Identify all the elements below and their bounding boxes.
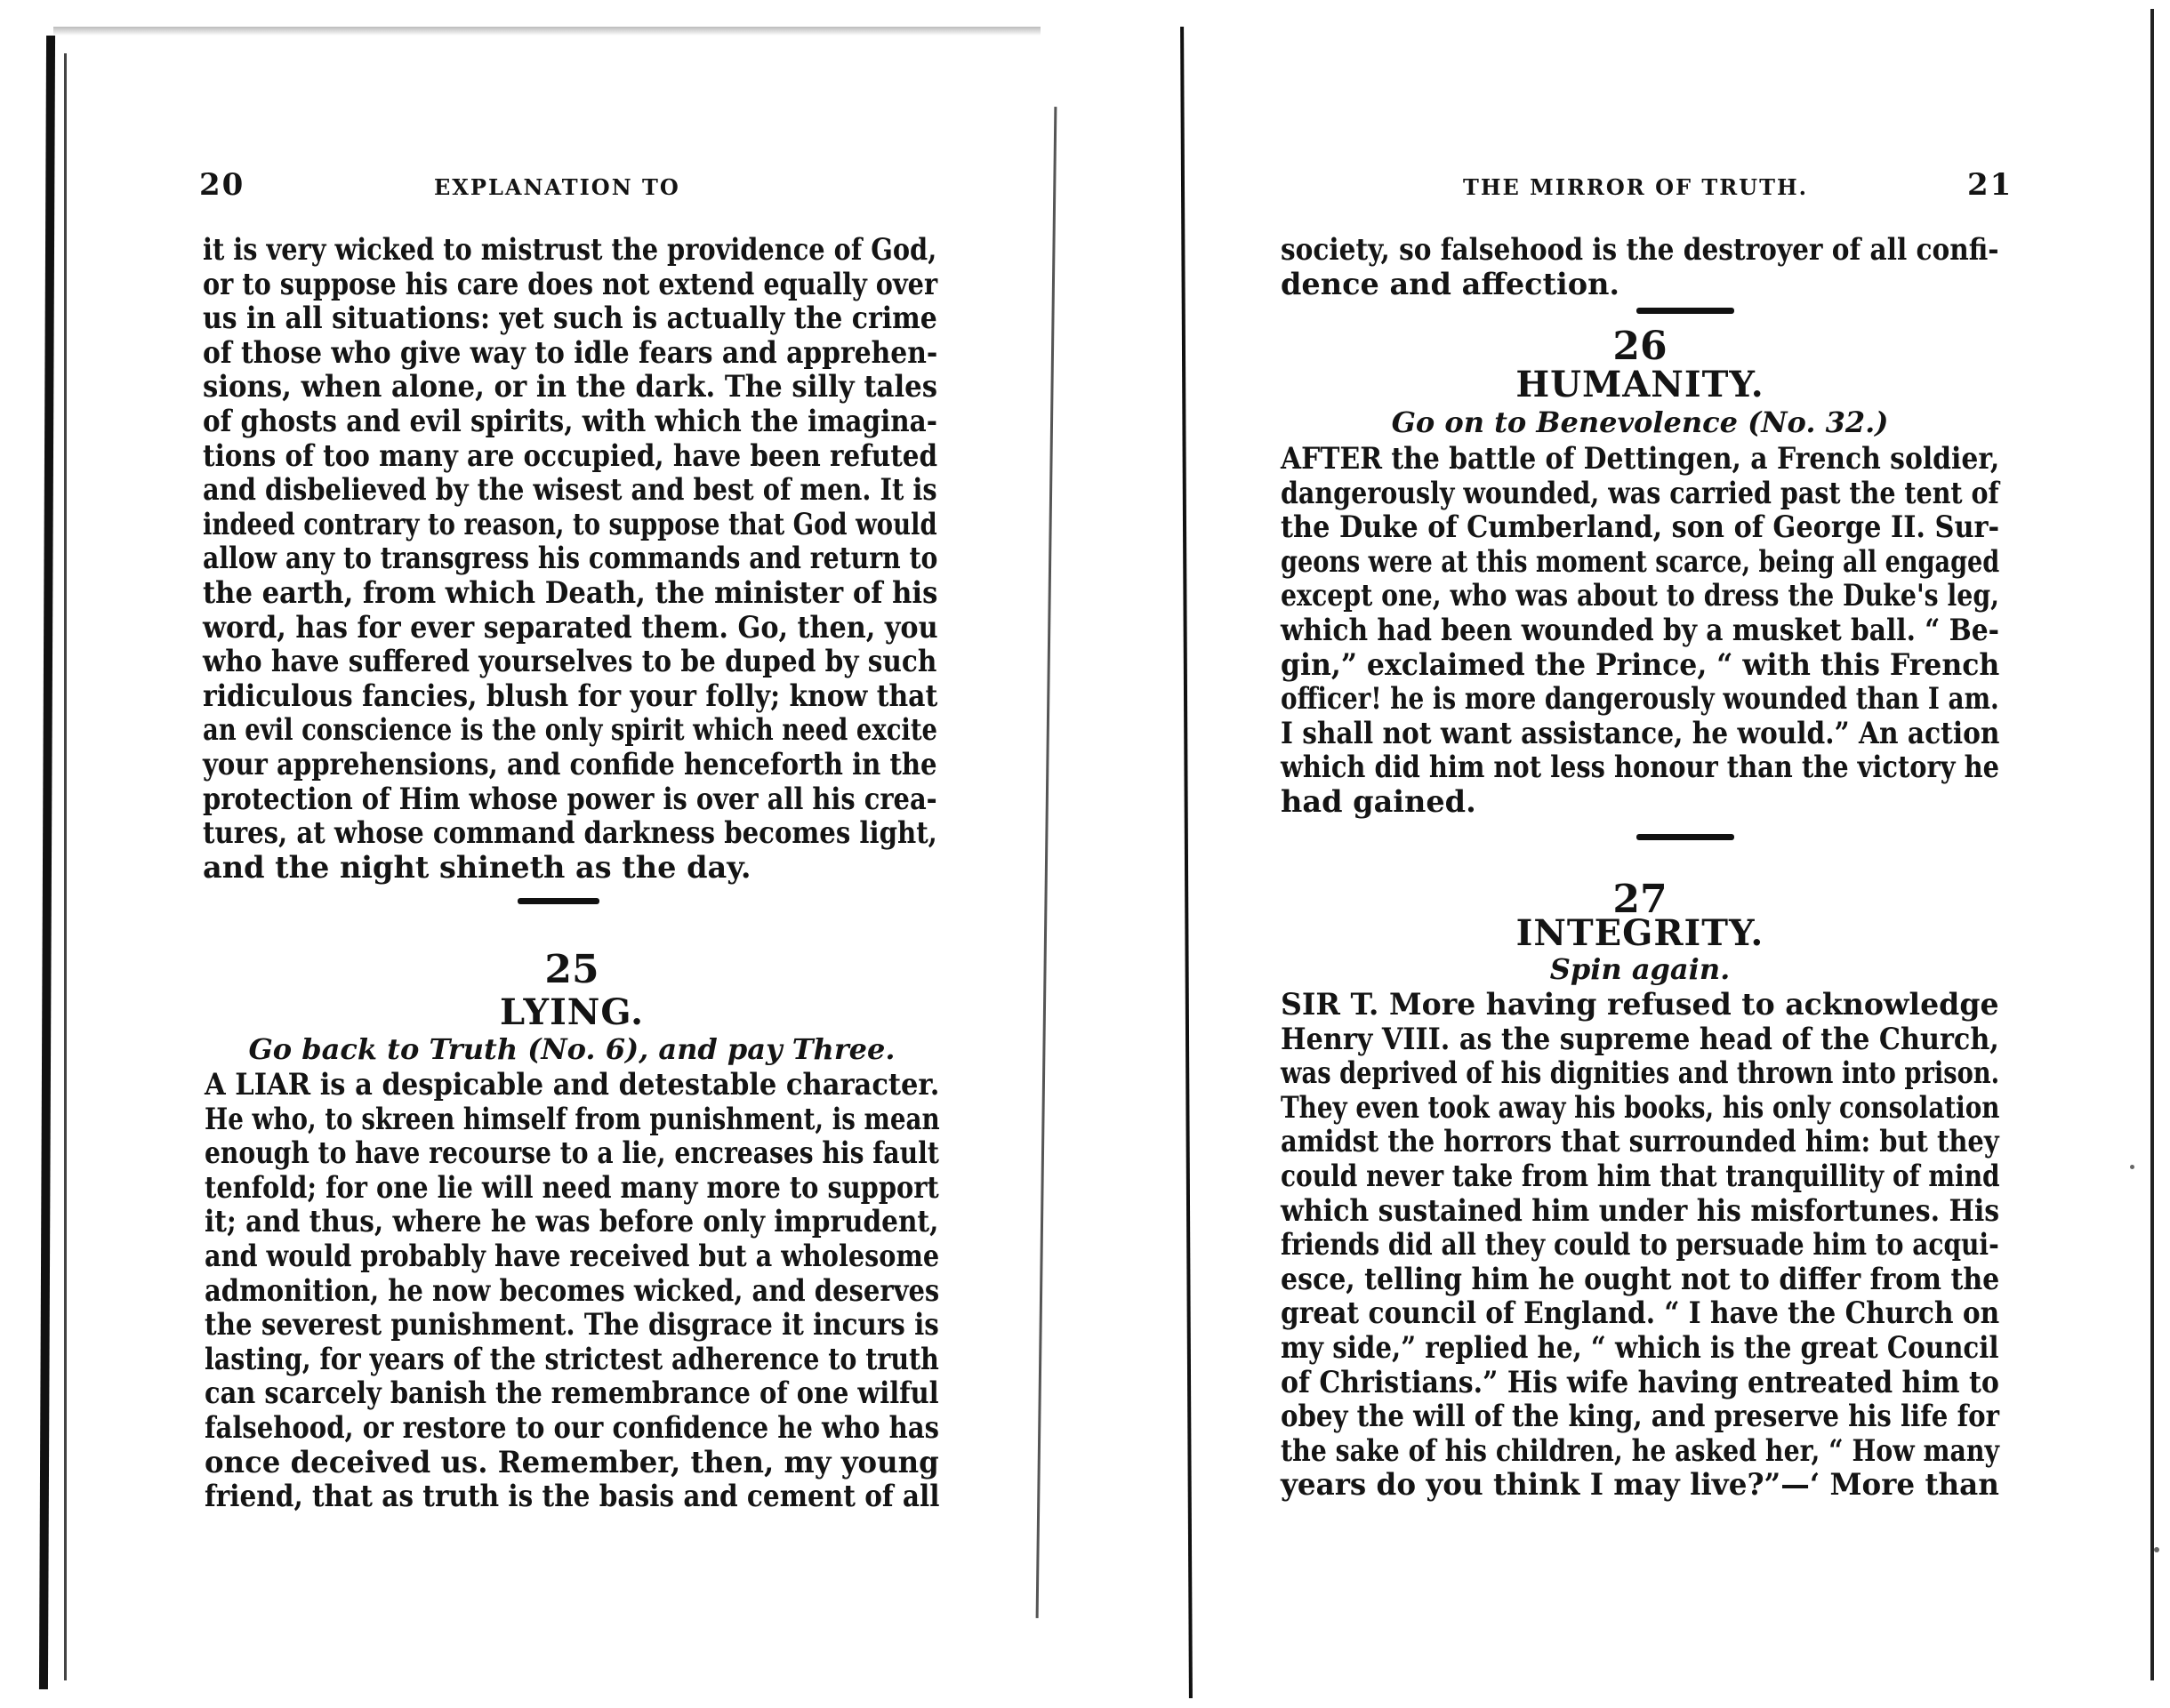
text-line: word, has for ever separated them. Go, then, you	[203, 609, 938, 645]
section-title: HUMANITY.	[1515, 364, 1764, 405]
text-line: indeed contrary to reason, to suppose that God would	[203, 506, 937, 541]
text-line: falsehood, or restore to our confidence he who has	[205, 1409, 939, 1445]
text-line: of those who give way to idle fears and apprehen-	[203, 334, 938, 370]
section-instruction: Go on to Benevolence (No. 32.)	[1391, 405, 1889, 439]
text-line: and disbelieved by the wisest and best of men. It is	[203, 472, 937, 508]
text-line: had gained.	[1281, 783, 1476, 819]
section-instruction: Spin again.	[1549, 952, 1731, 986]
continued-text	[1281, 233, 1999, 301]
text-line: of Christians.” His wife having entreated him to	[1281, 1364, 1999, 1399]
section-integrity	[1281, 834, 1999, 1503]
section-title: LYING.	[499, 991, 645, 1033]
text-line: which did him not less honour than the victory he	[1281, 750, 1999, 785]
text-line: my side,” replied he, “ which is the great Council	[1281, 1329, 1999, 1365]
section-body	[1281, 988, 1999, 1503]
text-line: dangerously wounded, was carried past the tent of	[1281, 475, 1999, 510]
text-line: officer! he is more dangerously wounded than I am.	[1281, 681, 1999, 717]
section-rule	[1636, 834, 1734, 840]
section-number: 26	[1612, 324, 1668, 369]
text-line: sions, when alone, or in the dark. The silly tales	[203, 369, 938, 405]
continued-text	[203, 233, 937, 885]
text-line: allow any to transgress his commands and return to	[203, 541, 938, 576]
text-line: us in all situations: yet such is actually the crime	[203, 301, 937, 336]
text-line: could never take from him that tranquillity of mind	[1281, 1158, 2000, 1193]
text-line: great council of England. “ I have the Church on	[1281, 1295, 2000, 1331]
text-line: protection of Him whose power is over all his crea-	[203, 781, 937, 816]
text-line: dence and affection.	[1281, 266, 1620, 301]
text-line: or to suppose his care does not extend equally over	[203, 266, 938, 301]
text-line: the Duke of Cumberland, son of George II. Sur-	[1281, 509, 2000, 545]
text-line: enough to have recourse to a lie, encreases his fault	[205, 1135, 939, 1171]
text-line: tures, at whose command darkness becomes light,	[203, 815, 937, 851]
text-line: can scarcely banish the remembrance of one wilful	[205, 1375, 939, 1411]
text-line: I shall not want assistance, he would.” An action	[1281, 715, 2000, 750]
text-line: They even took away his books, his only consolation	[1281, 1089, 2000, 1125]
section-lying	[205, 898, 939, 1514]
text-line: and the night shineth as the day.	[203, 849, 751, 885]
text-line: lasting, for years of the strictest adherence to truth	[205, 1341, 939, 1376]
text-line: the sake of his children, he asked her, “ How many	[1281, 1432, 2000, 1468]
page-edge	[39, 36, 55, 1689]
text-line: geons were at this moment scarce, being all engaged	[1281, 543, 2000, 579]
section-body	[205, 1068, 939, 1514]
text-line: your apprehensions, and confide henceforth in the	[203, 746, 937, 782]
text-line: an evil conscience is the only spirit which need excite	[203, 712, 937, 748]
text-line: tions of too many are occupied, have been refuted	[203, 437, 938, 473]
text-line: except one, who was about to dress the Duke's leg,	[1281, 578, 2000, 613]
text-line: years do you think I may live?”—‘ More than	[1281, 1467, 1999, 1503]
right-page	[1156, 0, 2170, 1708]
section-number: 27	[1612, 877, 1668, 922]
text-line: obey the will of the king, and preserve his life for	[1281, 1399, 2000, 1434]
section-title: INTEGRITY.	[1515, 912, 1764, 954]
text-line: AFTER the battle of Dettingen, a French soldier,	[1281, 441, 2000, 476]
text-line: it; and thus, where he was before only imprudent,	[205, 1204, 939, 1239]
running-head-title: EXPLANATION TO	[434, 174, 680, 200]
text-line: once deceived us. Remember, then, my young	[205, 1444, 939, 1479]
text-line: of ghosts and evil spirits, with which the imagina-	[203, 403, 937, 438]
page-edge	[1180, 27, 1193, 1698]
page-number: 20	[199, 167, 245, 203]
text-line: SIR T. More having refused to acknowledge	[1281, 987, 1999, 1022]
text-line: friend, that as truth is the basis and cement of all	[205, 1479, 940, 1514]
running-head-title: THE MIRROR OF TRUTH.	[1463, 174, 1808, 200]
text-line: which had been wounded by a musket ball. “ Be-	[1281, 612, 1999, 647]
text-line: was deprived of his dignities and thrown into prison.	[1281, 1055, 2000, 1091]
page-edge	[1036, 107, 1057, 1618]
section-number: 25	[544, 947, 599, 992]
page-edge	[64, 53, 67, 1680]
running-head	[1156, 162, 2170, 215]
text-line: A LIAR is a despicable and detestable character.	[205, 1067, 940, 1102]
section-rule	[518, 898, 599, 904]
text-line: tenfold; for one lie will need many more to support	[205, 1169, 939, 1205]
text-line: He who, to skreen himself from punishment, is mean	[205, 1101, 940, 1136]
text-line: Henry VIII. as the supreme head of the Church,	[1281, 1021, 1999, 1056]
text-line: friends did all they could to persuade him to acqui-	[1281, 1227, 1999, 1263]
text-line: esce, telling him he ought not to differ from the	[1281, 1261, 2000, 1296]
text-line: admonition, he now becomes wicked, and deserves	[205, 1272, 940, 1308]
running-head	[0, 162, 1147, 215]
page-number: 21	[1967, 167, 2013, 203]
section-instruction: Go back to Truth (No. 6), and pay Three.	[248, 1032, 896, 1066]
text-line: it is very wicked to mistrust the providence of God,	[203, 232, 937, 267]
page-edge	[2150, 9, 2154, 1680]
section-humanity	[1281, 308, 1999, 820]
text-line: who have suffered yourselves to be duped by such	[203, 644, 937, 679]
text-line: society, so falsehood is the destroyer of all confi-	[1281, 232, 1999, 267]
text-line: the severest punishment. The disgrace it incurs is	[205, 1307, 939, 1343]
text-line: amidst the horrors that surrounded him: but they	[1281, 1124, 1999, 1159]
section-body	[1281, 442, 1999, 820]
text-line: which sustained him under his misfortunes. His	[1281, 1192, 2000, 1228]
text-line: gin,” exclaimed the Prince, “ with this French	[1281, 646, 2000, 682]
text-line: and would probably have received but a wholesome	[205, 1238, 940, 1273]
text-line: ridiculous fancies, blush for your folly; know that	[203, 678, 938, 713]
text-line: the earth, from which Death, the minister of his	[203, 574, 938, 610]
section-rule	[1636, 308, 1734, 314]
